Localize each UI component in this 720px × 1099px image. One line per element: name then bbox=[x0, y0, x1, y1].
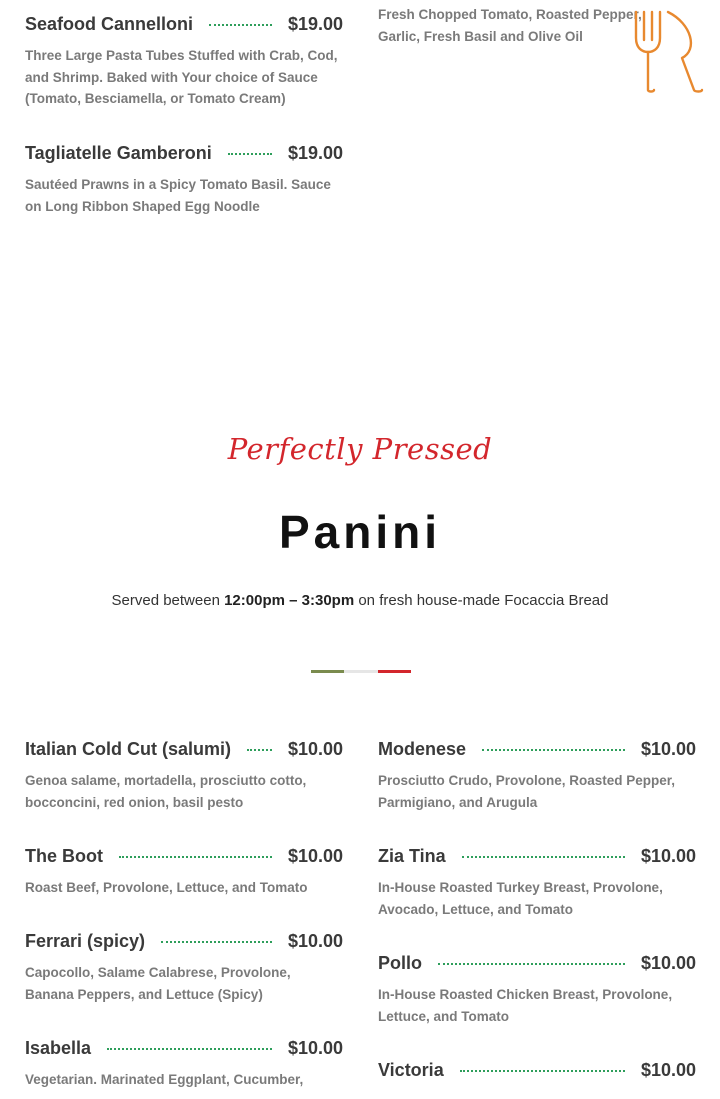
item-header bbox=[378, 843, 696, 869]
item-header bbox=[378, 736, 696, 762]
dotted-leader bbox=[460, 1070, 625, 1072]
item-header bbox=[25, 1035, 343, 1061]
menu-item-the-boot bbox=[25, 843, 343, 899]
menu-item-italian-cold-cut bbox=[25, 736, 343, 813]
item-price: $10.00 bbox=[640, 738, 696, 759]
item-name: Victoria bbox=[378, 1059, 444, 1080]
item-header bbox=[25, 140, 343, 166]
dotted-leader bbox=[462, 856, 625, 858]
item-price: $10.00 bbox=[640, 845, 696, 866]
item-description: Roast Beef, Provolone, Lettuce, and Tomato bbox=[25, 880, 308, 895]
dotted-leader bbox=[161, 941, 272, 943]
item-name: Tagliatelle Gamberoni bbox=[25, 142, 212, 163]
item-name: Isabella bbox=[25, 1037, 92, 1058]
subtitle-prefix: Served between bbox=[111, 592, 225, 609]
item-name: Modenese bbox=[378, 738, 467, 759]
item-description: Genoa salame, mortadella, prosciutto cotto, bocconcini, red onion, basil pesto bbox=[25, 773, 307, 810]
item-price: $10.00 bbox=[287, 930, 343, 951]
item-header bbox=[25, 928, 343, 954]
item-description: Three Large Pasta Tubes Stuffed with Crab, Cod, and Shrimp. Baked with Your choice of Sauce (Tomato, Besciamella, or Tomato Cream) bbox=[25, 48, 338, 106]
item-header bbox=[25, 843, 343, 869]
item-header bbox=[378, 1057, 696, 1083]
item-description: Vegetarian. Marinated Eggplant, Cucumber, bbox=[25, 1072, 304, 1087]
item-header bbox=[378, 950, 696, 976]
subtitle-hours: 12:00pm – 3:30pm bbox=[224, 592, 355, 609]
dotted-leader bbox=[119, 856, 272, 858]
dotted-leader bbox=[107, 1048, 272, 1050]
item-price: $10.00 bbox=[640, 1059, 696, 1080]
divider-green bbox=[311, 670, 344, 673]
dotted-leader bbox=[482, 749, 625, 751]
dotted-leader bbox=[438, 963, 625, 965]
section-title: Panini bbox=[278, 506, 442, 558]
item-name: Seafood Cannelloni bbox=[25, 13, 194, 34]
item-header bbox=[25, 11, 343, 37]
menu-item-victoria bbox=[378, 1057, 696, 1083]
menu-item-ferrari bbox=[25, 928, 343, 1005]
item-name: Ferrari (spicy) bbox=[25, 930, 146, 951]
section-script-title: Perfectly Pressed bbox=[227, 432, 493, 466]
item-description: In-House Roasted Turkey Breast, Provolone, Avocado, Lettuce, and Tomato bbox=[378, 880, 663, 917]
item-name: Zia Tina bbox=[378, 845, 446, 866]
menu-item-pollo bbox=[378, 950, 696, 1027]
item-description: In-House Roasted Chicken Breast, Provolone, Lettuce, and Tomato bbox=[378, 987, 673, 1024]
menu-item-isabella bbox=[25, 1035, 343, 1091]
menu-item-tagliatelle-gamberoni bbox=[25, 140, 343, 217]
item-price: $19.00 bbox=[287, 13, 343, 34]
item-price: $19.00 bbox=[287, 142, 343, 163]
divider-white bbox=[344, 670, 377, 673]
item-price: $10.00 bbox=[287, 845, 343, 866]
section-subtitle bbox=[0, 592, 720, 609]
item-header bbox=[25, 736, 343, 762]
item-description: Capocollo, Salame Calabrese, Provolone, Banana Peppers, and Lettuce (Spicy) bbox=[25, 965, 291, 1002]
item-price: $10.00 bbox=[287, 1037, 343, 1058]
dotted-leader bbox=[209, 24, 272, 26]
item-name: Italian Cold Cut (salumi) bbox=[25, 738, 232, 759]
dotted-leader bbox=[228, 153, 272, 155]
menu-item-zia-tina bbox=[378, 843, 696, 920]
menu-item-modenese bbox=[378, 736, 696, 813]
divider-red bbox=[378, 670, 411, 673]
item-description: Prosciutto Crudo, Provolone, Roasted Pepper, Parmigiano, and Arugula bbox=[378, 773, 676, 810]
dotted-leader bbox=[247, 749, 272, 751]
item-description: Sautéed Prawns in a Spicy Tomato Basil. Sauce on Long Ribbon Shaped Egg Noodle bbox=[25, 177, 331, 214]
menu-item-seafood-cannelloni bbox=[25, 11, 343, 110]
italian-flag-divider bbox=[311, 670, 411, 673]
fork-knife-icon bbox=[632, 10, 706, 94]
item-price: $10.00 bbox=[287, 738, 343, 759]
item-name: The Boot bbox=[25, 845, 103, 866]
item-price: $10.00 bbox=[640, 952, 696, 973]
item-name: Pollo bbox=[378, 952, 422, 973]
subtitle-suffix: on fresh house-made Focaccia Bread bbox=[354, 592, 609, 609]
item-description-partial: Fresh Chopped Tomato, Roasted Pepper, Garlic, Fresh Basil and Olive Oil bbox=[378, 7, 642, 44]
